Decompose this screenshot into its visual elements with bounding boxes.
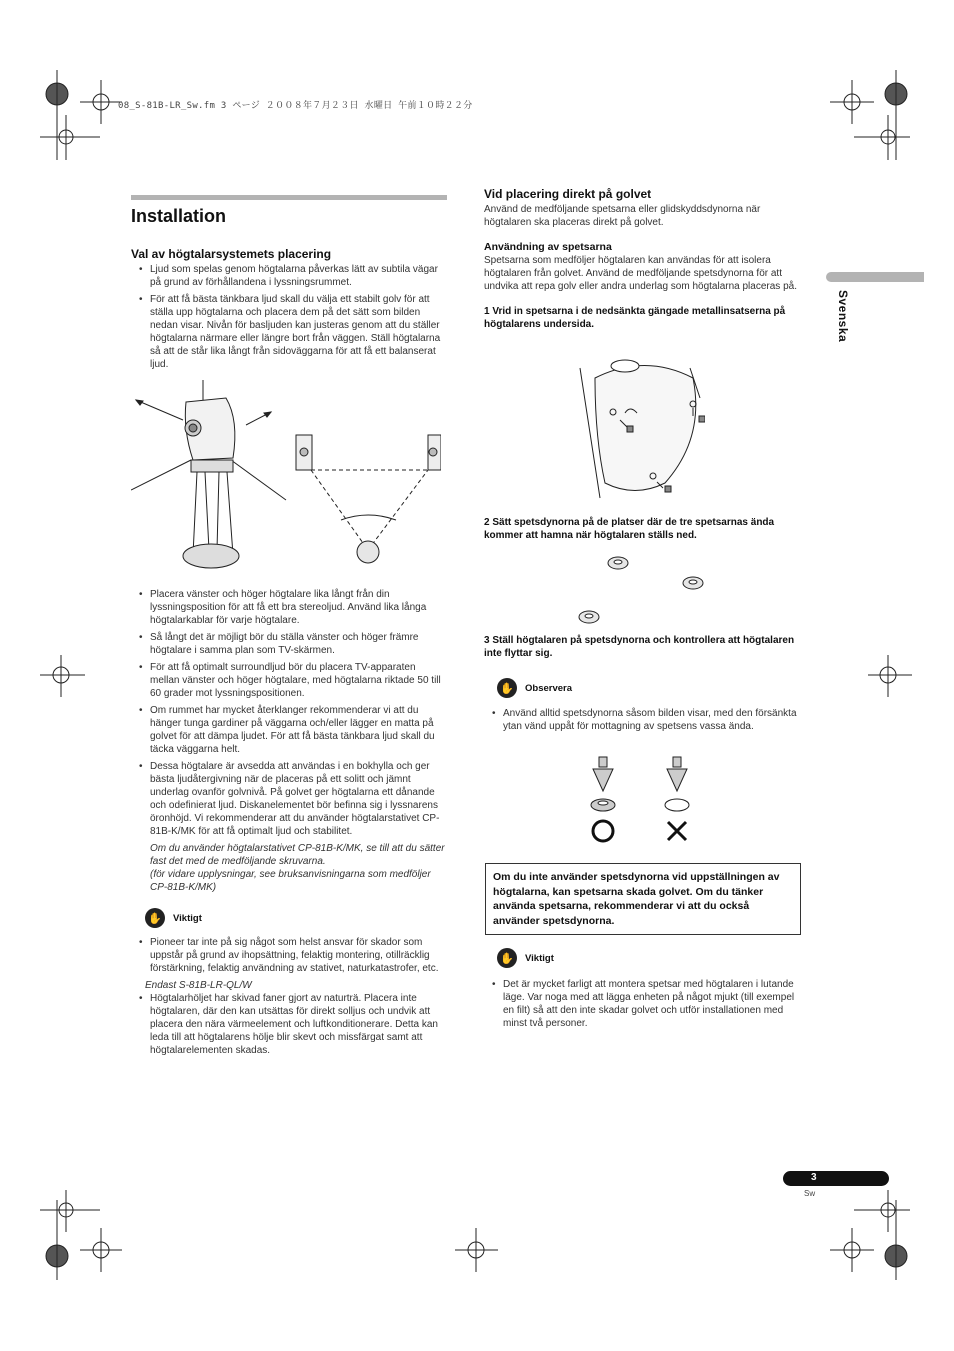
language-tab-bar — [826, 272, 924, 282]
page-number: 3 — [811, 1172, 817, 1183]
warning-hand-icon: ✋ — [145, 908, 165, 928]
warning-box: Om du inte använder spetsdynorna vid uppställningen av högtalarna, kan spetsarna skada golvet. Om du tänker använda spetsarna, rekommenderar vi att du också använder spetsdynorna. — [485, 863, 801, 935]
section-heading: Val av högtalarsystemets placering — [131, 247, 332, 261]
list-item: • Placera vänster och höger högtalare lika långt från din lyssningsposition för att få ett bra stereoljud. Använd lika långa högtalarkablar för varje högtalare. — [131, 588, 447, 627]
italic-note: (för vidare upplysningar, see bruksanvisningarna som medföljer CP-81B-K/MK) — [150, 869, 431, 893]
file-header: 08_S-81B-LR_Sw.fm 3 ページ ２００８年７月２３日 水曜日 午前１０時２２分 — [118, 101, 473, 111]
left-column — [131, 195, 447, 375]
bullet-list — [484, 707, 800, 737]
spike-installation-illustration — [575, 358, 705, 508]
bullet-list — [131, 263, 447, 371]
step-2: 2 Sätt spetsdynorna på de platser där de tre spetsarnas ända kommer att hamna när högtalaren ställs ned. — [484, 517, 775, 541]
language-tab-label: Svenska — [836, 290, 850, 343]
model-note: Endast S-81B-LR-QL/W — [145, 980, 252, 991]
bullet-list — [131, 588, 447, 838]
list-item: • För att få bästa tänkbara ljud skall du välja ett stabilt golv för att ställa upp högtalarna och placera dem på det sätt som bilden nedan visar. Nivån för basljuden kan justeras genom att du ställer högtalarna närmare eller längre bort från väggen. Ställ högtalarna så att de står lika långt från sidoväggarna för att få ett balanserat ljud. — [131, 293, 447, 371]
section-heading: Vid placering direkt på golvet — [484, 187, 652, 201]
list-item: • Pioneer tar inte på sig något som helst ansvar för skador som uppstår på grund av ihopsättning, felaktig montering, otillräcklig förstärkning, felaktig användning av stativet, naturkatastrofer, etc. — [131, 936, 447, 975]
bullet-list — [131, 992, 447, 1057]
bullet-list — [131, 936, 447, 975]
speaker-placement-illustration — [131, 380, 441, 585]
sub-text: Spetsarna som medföljer högtalaren kan användas för att isolera högtalaren från golvet. Använd de medföljande spetsdynorna för att undvika att repa golv eller andra underlag som högtalarna placeras på. — [484, 255, 797, 292]
section-bar — [131, 195, 447, 200]
notice-label: Viktigt — [525, 952, 554, 964]
warning-hand-icon: ✋ — [497, 948, 517, 968]
list-item: • Använd alltid spetsdynorna såsom bilden visar, med den försänkta ytan vänd uppåt för mottagning av spetsens vassa ända. — [484, 707, 800, 733]
step-1: 1 Vrid in spetsarna i de nedsänkta gängade metallinsatserna på högtalarens undersida. — [484, 306, 786, 330]
correct-incorrect-illustration — [585, 755, 695, 847]
left-column-lower — [131, 588, 447, 1061]
observe-notice — [497, 678, 572, 698]
intro-text: Använd de medföljande spetsarna eller glidskyddsdynorna när högtalaren ska placeras direkt på golvet. — [484, 204, 761, 228]
sub-heading: Användning av spetsarna — [484, 241, 612, 253]
list-item: • För att få optimalt surroundljud bör du placera TV-apparaten mellan vänster och höger högtalare, med högtalarna riktade 50 till 60 grader mot lyssningspositionen. — [131, 661, 447, 700]
list-item: • Om rummet har mycket återklanger rekommenderar vi att du hänger tunga gardiner på väggarna och/eller lägger en matta på golvet för att dämpa ljudet. För att få bästa tänkbara ljud skall du täcka väggarna helt. — [131, 704, 447, 756]
right-column — [484, 187, 800, 331]
list-item: • Högtalarhöljet har skivad faner gjort av naturträ. Placera inte högtalaren, där den kan utsättas för direkt solljus och undvik att placera den nära värmeelement och luftkonditionerare. Detta kan leda till att högtalarens hölje blir skevt och missfärgat samt att högtalarelementen skadas. — [131, 992, 447, 1057]
language-code: Sw — [804, 1189, 816, 1198]
page-number-badge — [783, 1171, 889, 1186]
list-item: • Det är mycket farligt att montera spetsar med högtalaren i lutande läge. Var noga med att lägga enheten på något mjukt (till exempel en filt) så att den inte skadar golvet och utför installationen med minst två personer. — [484, 978, 800, 1030]
step-3: 3 Ställ högtalaren på spetsdynorna och kontrollera att högtalaren inte flyttar sig. — [484, 635, 795, 659]
important-notice — [145, 908, 447, 928]
list-item: • Så långt det är möjligt bör du ställa vänster och höger främre högtalare i samma plan som TV-skärmen. — [131, 631, 447, 657]
list-item: • Ljud som spelas genom högtalarna påverkas lätt av subtila vägar på grund av förhållandena i lyssningsrummet. — [131, 263, 447, 289]
notice-label: Observera — [525, 682, 573, 694]
notice-label: Viktigt — [173, 912, 202, 924]
important-notice-right — [497, 948, 554, 968]
list-item: • Dessa högtalare är avsedda att användas i en bokhylla och ger bästa ljudåtergivning när de placeras på ett solitt och jämnt underlag ovanför golvnivå. På golvet ger högtalarna ett dånande och odefinierat ljud. Diskanelementet bör befinna sig i lyssnarens öronhöjd. Vi rekommenderar att du använder högtalarstativet CP-81B-K/MK för att få optimalt ljud och stabilitet. — [131, 760, 447, 838]
spike-pads-illustration — [570, 550, 710, 630]
bullet-list — [484, 978, 800, 1034]
page-title: Installation — [131, 206, 227, 226]
hand-icon: ✋ — [497, 678, 517, 698]
italic-note: Om du använder högtalarstativet CP-81B-K/MK, se till att du sätter fast det med de medföljande skruvarna. — [150, 843, 445, 867]
